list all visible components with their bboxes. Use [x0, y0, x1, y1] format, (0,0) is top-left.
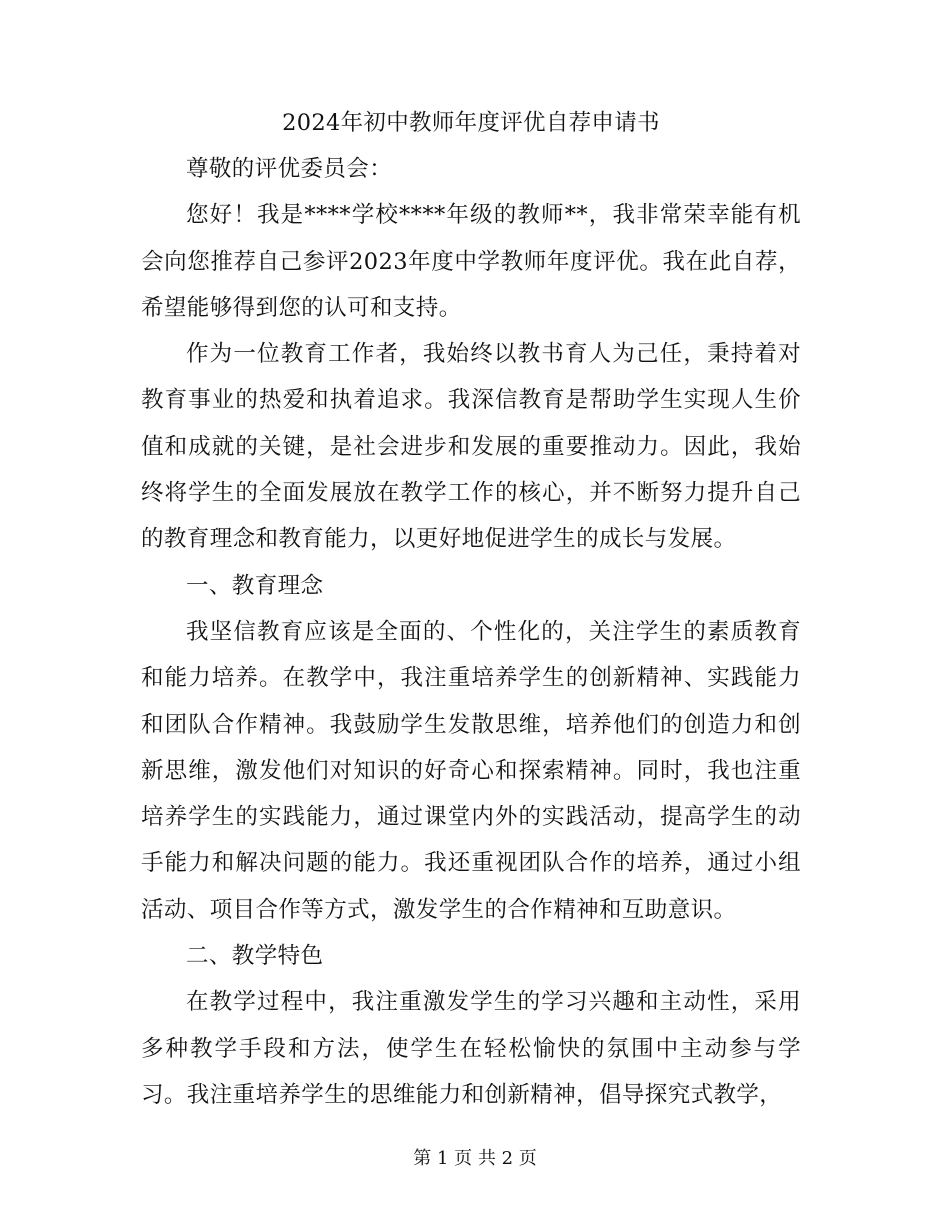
paragraph-education-philosophy: 我坚信教育应该是全面的、个性化的，关注学生的素质教育和能力培养。在教学中，我注重培养学生的创新精神、实践能力和团队合作精神。我鼓励学生发散思维，培养他们的创造力和创新思维，激发他们对知识的好奇心和探索精神。同时，我也注重培养学生的实践能力，通过课堂内外的实践活动，提高学生的动手能力和解决问题的能力。我还重视团队合作的培养，通过小组活动、项目合作等方式，激发学生的合作精神和互助意识。 [141, 618, 801, 923]
paragraph-teaching-features: 在教学过程中，我注重激发学生的学习兴趣和主动性，采用多种教学手段和方法，使学生在轻松愉快的氛围中主动参与学习。我注重培养学生的思维能力和创新精神，倡导探究式教学， [141, 989, 801, 1108]
section-heading-teaching-features: 二、教学特色 [186, 943, 324, 970]
document-body [141, 100, 801, 1118]
paragraph-overview: 作为一位教育工作者，我始终以教书育人为己任，秉持着对教育事业的热爱和执着追求。我深信教育是帮助学生实现人生价值和成就的关键，是社会进步和发展的重要推动力。因此，我始终将学生的全面发展放在教学工作的核心，并不断努力提升自己的教育理念和教育能力，以更好地促进学生的成长与发展。 [141, 341, 801, 553]
page-number-footer: 第 1 页 共 2 页 [413, 1148, 537, 1169]
salutation: 尊敬的评优委员会： [186, 156, 393, 182]
section-heading-education-philosophy: 一、教育理念 [186, 572, 324, 599]
paragraph-intro: 您好！我是****学校****年级的教师**，我非常荣幸能有机会向您推荐自己参评2023年度中学教师年度评优。我在此自荐，希望能够得到您的认可和支持。 [141, 202, 801, 321]
document-title: 2024年初中教师年度评优自荐申请书 [282, 110, 660, 136]
